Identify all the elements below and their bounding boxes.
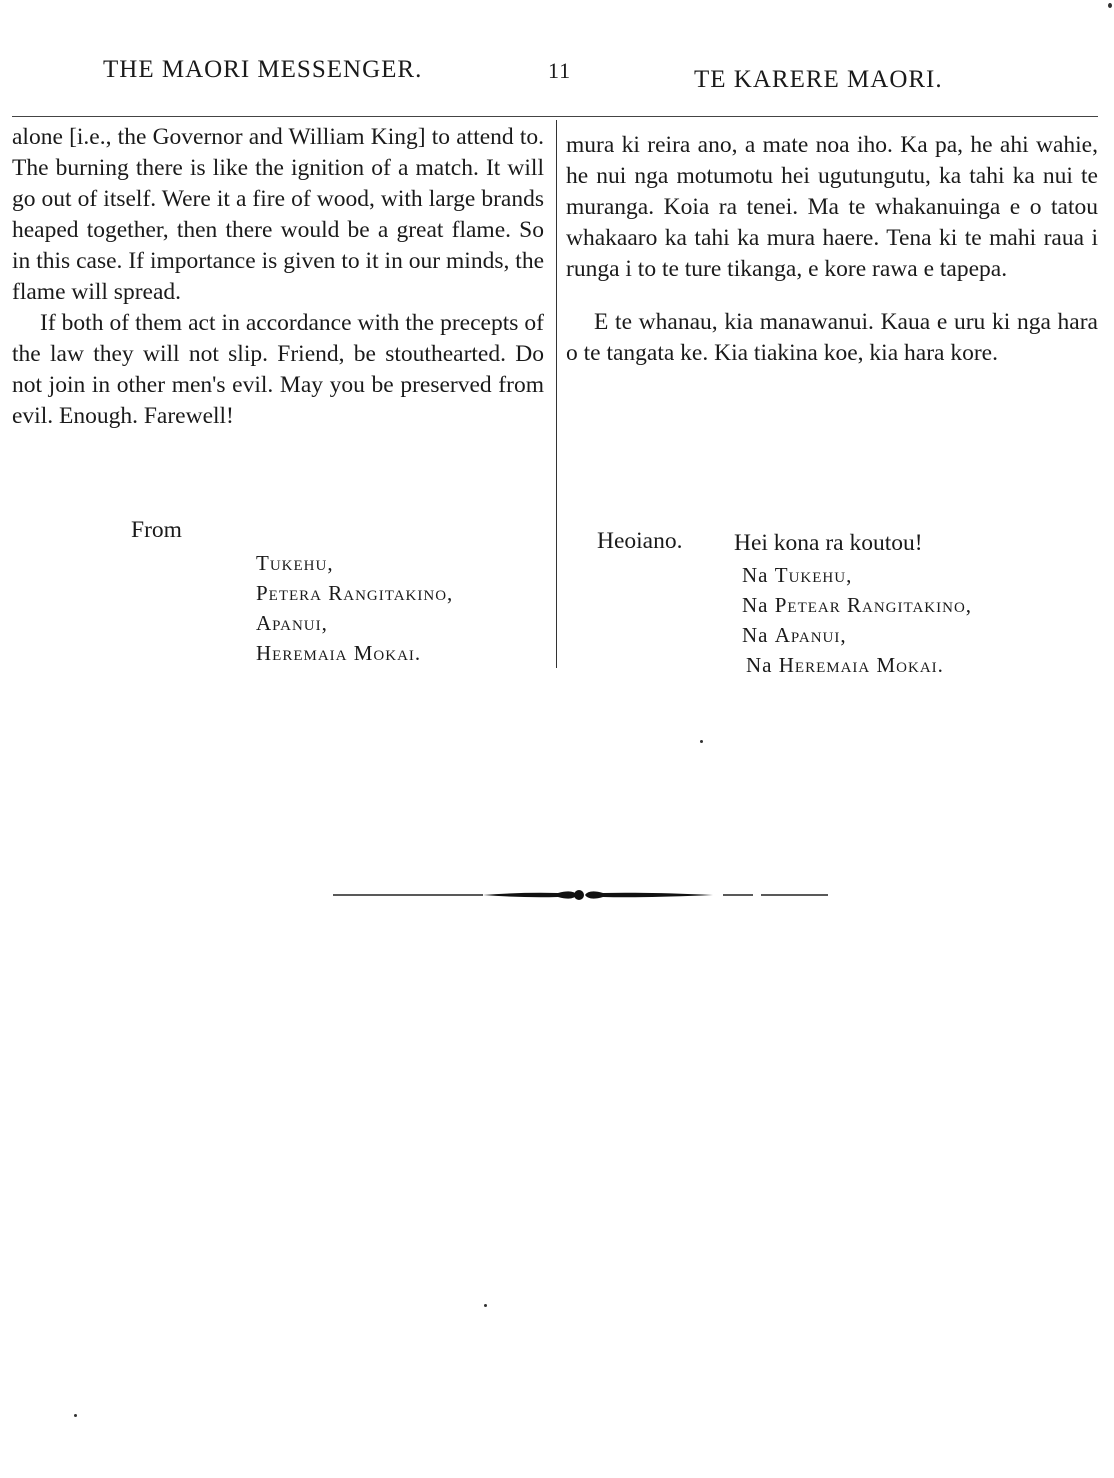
end-ornament [333, 883, 828, 907]
print-speck [700, 740, 703, 743]
english-paragraph-1: alone [i.e., the Governor and William King] to attend to. The burning there is like the ignition of a match. It will go out of itself. Were it a fire of wood, with large brands heaped together, then there would be a great flame. So in this case. If importance is given to it in our minds, the flame will spread. [12, 124, 544, 305]
english-masthead: THE MAORI MESSENGER. [103, 56, 423, 83]
print-speck [74, 1414, 77, 1417]
column-divider [556, 120, 557, 668]
english-signatory: Heremaia Mokai. [256, 641, 422, 665]
maori-closing-label: Heoiano. [597, 528, 683, 554]
maori-paragraph-2: E te whanau, kia manawanui. Kaua e uru ki nga hara o te tangata ke. Kia tiakina koe, kia hara kore. [566, 309, 1098, 366]
maori-signatory: Na Petear Rangitakino, [742, 593, 973, 617]
maori-column [566, 130, 1098, 369]
english-paragraph-2: If both of them act in accordance with the precepts of the law they will not slip. Friend, be stouthearted. Do not join in other men's evil. May you be preserved from evil. Enough. Farewell! [12, 310, 544, 429]
maori-signatory: Na Tukehu, [742, 563, 853, 587]
print-speck [1108, 3, 1112, 8]
print-speck [484, 1304, 487, 1307]
maori-signatory: Na Heremaia Mokai. [746, 653, 944, 677]
page-number: 11 [548, 58, 572, 83]
page-header [0, 52, 1114, 102]
maori-masthead: TE KARERE MAORI. [694, 66, 943, 93]
english-signatories [256, 548, 453, 668]
maori-signatory: Na Apanui, [742, 623, 847, 647]
english-column [12, 122, 544, 432]
maori-farewell: Hei kona ra koutou! [734, 530, 923, 556]
maori-signatories [742, 560, 972, 680]
english-signatory: Apanui, [256, 611, 328, 635]
english-signatory: Tukehu, [256, 551, 334, 575]
header-rule [12, 116, 1098, 117]
maori-paragraph-1: mura ki reira ano, a mate noa iho. Ka pa, he ahi wahie, he nui nga motumotu hei ugutungutu, ka tahi ka nui te muranga. Koia ra tenei. Ma te whakanuinga e o tatou whakaaro ka tahi ka mura haere. Tena ki te mahi raua i runga i to te ture tikanga, e kore rawa e tapepa. [566, 132, 1098, 282]
english-signatory: Petera Rangitakino, [256, 581, 454, 605]
english-from-label: From [131, 517, 182, 543]
